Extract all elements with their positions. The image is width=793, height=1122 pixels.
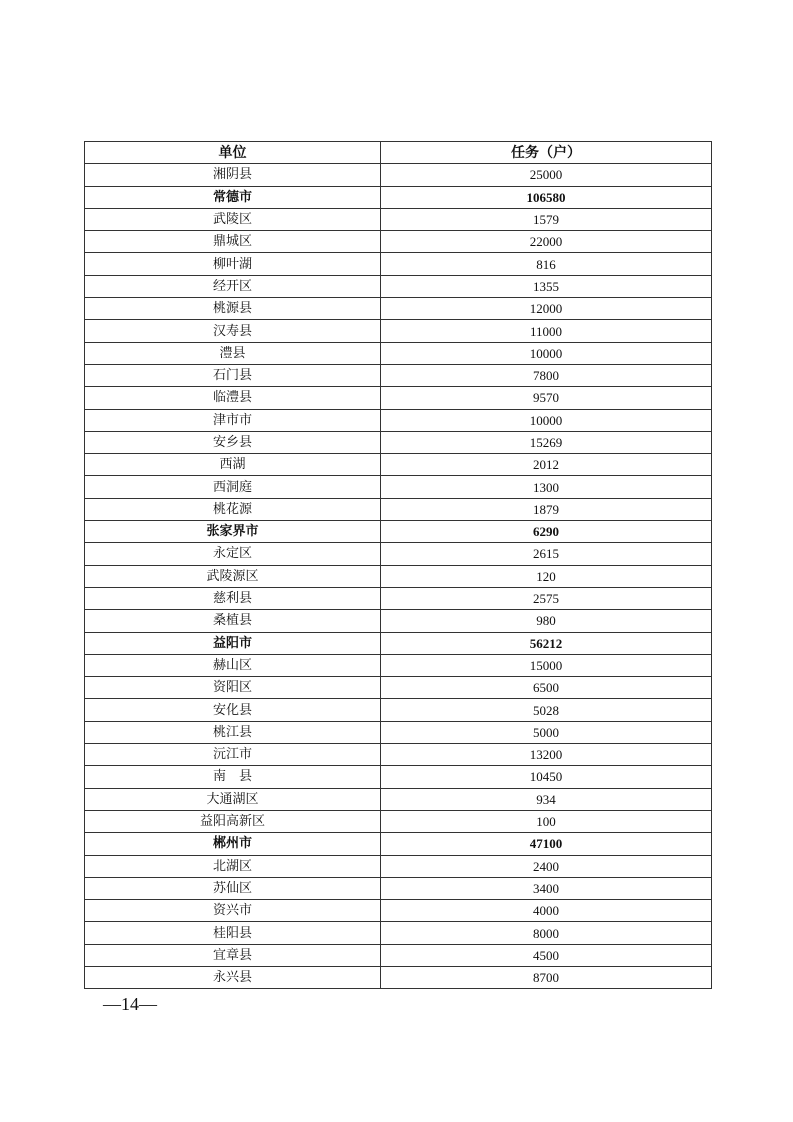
table-row bbox=[85, 721, 712, 743]
task-value-cell: 120 bbox=[381, 565, 712, 587]
unit-cell: 澧县 bbox=[85, 342, 381, 364]
task-value-cell: 2575 bbox=[381, 587, 712, 609]
task-value-cell: 9570 bbox=[381, 387, 712, 409]
table-row bbox=[85, 677, 712, 699]
unit-cell: 慈利县 bbox=[85, 587, 381, 609]
task-value-cell: 15000 bbox=[381, 654, 712, 676]
table-body bbox=[85, 164, 712, 989]
task-value-cell: 1879 bbox=[381, 498, 712, 520]
task-value-cell: 10000 bbox=[381, 342, 712, 364]
task-value-cell: 980 bbox=[381, 610, 712, 632]
task-value-cell: 8700 bbox=[381, 966, 712, 988]
task-column-header: 任务（户） bbox=[381, 142, 712, 164]
task-value-cell: 1355 bbox=[381, 275, 712, 297]
task-value-cell: 4000 bbox=[381, 900, 712, 922]
table-row bbox=[85, 565, 712, 587]
table-row bbox=[85, 342, 712, 364]
task-value-cell: 6290 bbox=[381, 521, 712, 543]
table-row bbox=[85, 364, 712, 386]
table-row bbox=[85, 922, 712, 944]
table-row bbox=[85, 231, 712, 253]
table-row-city bbox=[85, 833, 712, 855]
unit-cell: 大通湖区 bbox=[85, 788, 381, 810]
table-row-city bbox=[85, 186, 712, 208]
unit-cell: 赫山区 bbox=[85, 654, 381, 676]
table-row bbox=[85, 944, 712, 966]
unit-cell: 桃花源 bbox=[85, 498, 381, 520]
unit-cell: 益阳市 bbox=[85, 632, 381, 654]
unit-cell: 鼎城区 bbox=[85, 231, 381, 253]
task-value-cell: 1300 bbox=[381, 476, 712, 498]
table-row bbox=[85, 208, 712, 230]
task-value-cell: 100 bbox=[381, 810, 712, 832]
page-number: —14— bbox=[103, 994, 157, 1014]
table-row bbox=[85, 744, 712, 766]
table-row bbox=[85, 387, 712, 409]
unit-cell: 西洞庭 bbox=[85, 476, 381, 498]
table-row bbox=[85, 409, 712, 431]
task-value-cell: 22000 bbox=[381, 231, 712, 253]
task-value-cell: 6500 bbox=[381, 677, 712, 699]
table-row bbox=[85, 164, 712, 186]
unit-cell: 益阳高新区 bbox=[85, 810, 381, 832]
table-row bbox=[85, 966, 712, 988]
task-value-cell: 12000 bbox=[381, 298, 712, 320]
task-value-cell: 56212 bbox=[381, 632, 712, 654]
unit-cell: 北湖区 bbox=[85, 855, 381, 877]
unit-column-header: 单位 bbox=[85, 142, 381, 164]
table-header-row bbox=[85, 142, 712, 164]
table-row bbox=[85, 587, 712, 609]
unit-cell: 津市市 bbox=[85, 409, 381, 431]
table-row bbox=[85, 788, 712, 810]
table-row bbox=[85, 654, 712, 676]
table-row bbox=[85, 253, 712, 275]
unit-cell: 安化县 bbox=[85, 699, 381, 721]
unit-cell: 苏仙区 bbox=[85, 877, 381, 899]
unit-cell: 桃江县 bbox=[85, 721, 381, 743]
unit-cell: 武陵区 bbox=[85, 208, 381, 230]
table-row bbox=[85, 699, 712, 721]
unit-cell: 沅江市 bbox=[85, 744, 381, 766]
unit-cell: 桑植县 bbox=[85, 610, 381, 632]
task-value-cell: 106580 bbox=[381, 186, 712, 208]
table-row bbox=[85, 498, 712, 520]
unit-cell: 郴州市 bbox=[85, 833, 381, 855]
unit-cell: 宜章县 bbox=[85, 944, 381, 966]
table-row bbox=[85, 900, 712, 922]
table-row bbox=[85, 543, 712, 565]
unit-cell: 资阳区 bbox=[85, 677, 381, 699]
unit-cell: 西湖 bbox=[85, 454, 381, 476]
table-row-city bbox=[85, 632, 712, 654]
task-value-cell: 2400 bbox=[381, 855, 712, 877]
table-row bbox=[85, 298, 712, 320]
task-value-cell: 3400 bbox=[381, 877, 712, 899]
task-table bbox=[84, 141, 712, 989]
task-value-cell: 11000 bbox=[381, 320, 712, 342]
unit-cell: 张家界市 bbox=[85, 521, 381, 543]
unit-cell: 桃源县 bbox=[85, 298, 381, 320]
table-row bbox=[85, 454, 712, 476]
unit-cell: 武陵源区 bbox=[85, 565, 381, 587]
unit-cell: 南 县 bbox=[85, 766, 381, 788]
task-value-cell: 8000 bbox=[381, 922, 712, 944]
unit-cell: 经开区 bbox=[85, 275, 381, 297]
task-value-cell: 1579 bbox=[381, 208, 712, 230]
table-row bbox=[85, 320, 712, 342]
task-value-cell: 15269 bbox=[381, 431, 712, 453]
table-row bbox=[85, 877, 712, 899]
task-value-cell: 934 bbox=[381, 788, 712, 810]
task-value-cell: 25000 bbox=[381, 164, 712, 186]
task-value-cell: 10000 bbox=[381, 409, 712, 431]
task-value-cell: 2012 bbox=[381, 454, 712, 476]
unit-cell: 石门县 bbox=[85, 364, 381, 386]
unit-cell: 常德市 bbox=[85, 186, 381, 208]
task-value-cell: 13200 bbox=[381, 744, 712, 766]
unit-cell: 汉寿县 bbox=[85, 320, 381, 342]
unit-cell: 湘阴县 bbox=[85, 164, 381, 186]
unit-cell: 安乡县 bbox=[85, 431, 381, 453]
table-row bbox=[85, 431, 712, 453]
task-value-cell: 4500 bbox=[381, 944, 712, 966]
task-value-cell: 47100 bbox=[381, 833, 712, 855]
task-value-cell: 816 bbox=[381, 253, 712, 275]
task-value-cell: 7800 bbox=[381, 364, 712, 386]
table-row bbox=[85, 855, 712, 877]
unit-cell: 柳叶湖 bbox=[85, 253, 381, 275]
unit-cell: 永定区 bbox=[85, 543, 381, 565]
unit-cell: 临澧县 bbox=[85, 387, 381, 409]
unit-cell: 桂阳县 bbox=[85, 922, 381, 944]
unit-cell: 资兴市 bbox=[85, 900, 381, 922]
table-row-city bbox=[85, 521, 712, 543]
table-row bbox=[85, 610, 712, 632]
table-row bbox=[85, 476, 712, 498]
table-row bbox=[85, 810, 712, 832]
task-value-cell: 5000 bbox=[381, 721, 712, 743]
table-row bbox=[85, 275, 712, 297]
task-value-cell: 10450 bbox=[381, 766, 712, 788]
unit-cell: 永兴县 bbox=[85, 966, 381, 988]
task-value-cell: 2615 bbox=[381, 543, 712, 565]
task-value-cell: 5028 bbox=[381, 699, 712, 721]
table-row bbox=[85, 766, 712, 788]
